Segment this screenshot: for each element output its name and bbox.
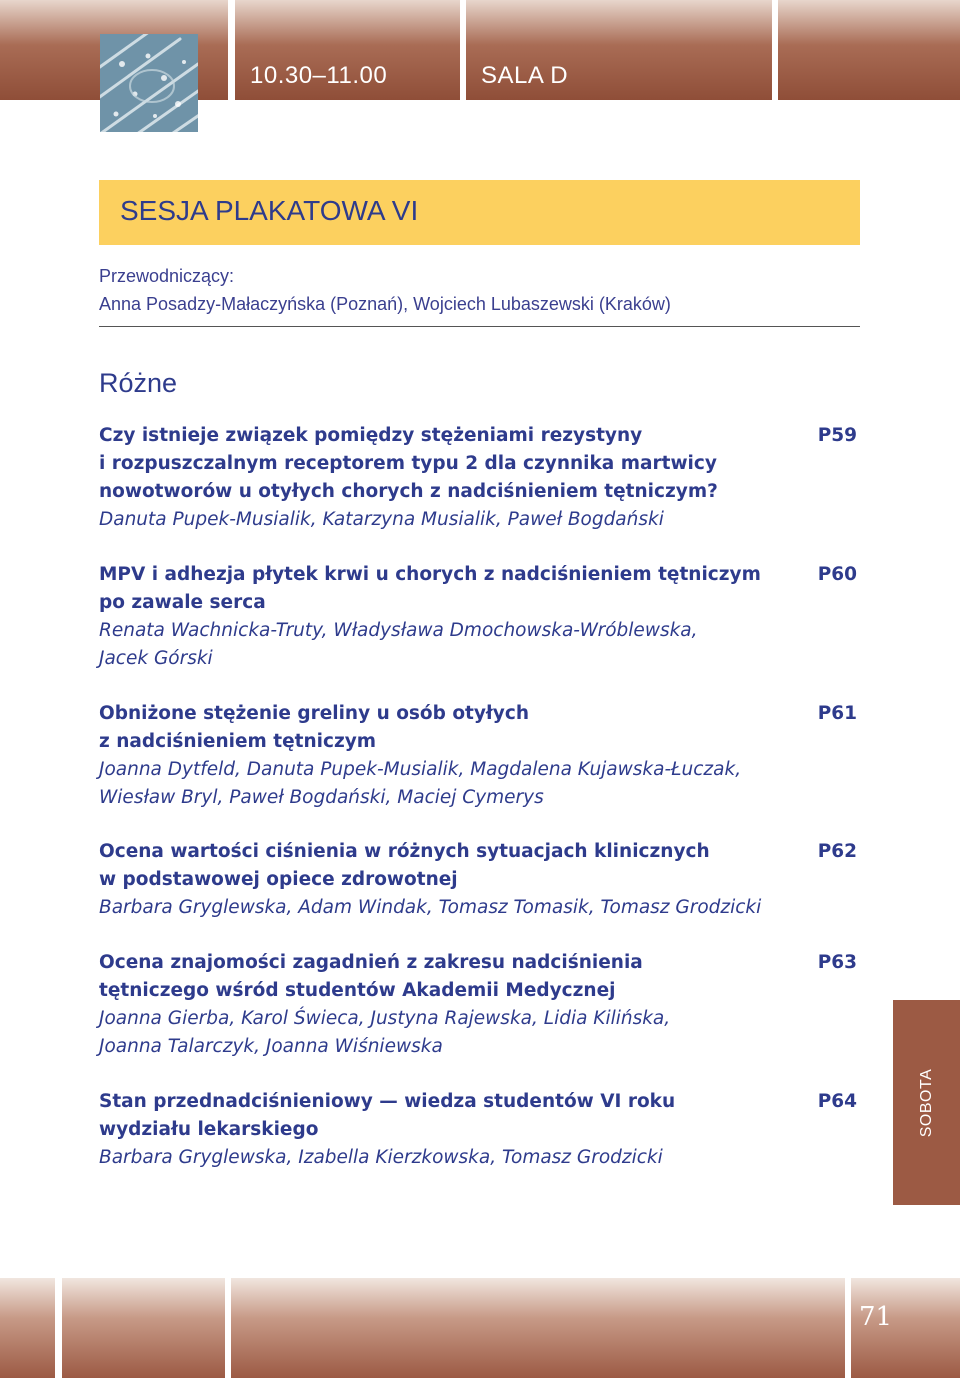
poster-authors-line: Danuta Pupek-Musialik, Katarzyna Musialik, Paweł Bogdański [99,509,664,530]
day-label: SOBOTA [917,1068,935,1137]
poster-authors-line: Joanna Talarczyk, Joanna Wiśniewska [99,1036,443,1057]
poster-title-line: Czy istnieje związek pomiędzy stężeniami rezystyny [99,425,643,446]
session-title-bar [99,180,860,245]
session-title: SESJA PLAKATOWA VI [120,195,419,226]
header-block [778,0,960,100]
poster-title-line: w podstawowej opiece zdrowotnej [99,869,458,890]
session-time: 10.30–11.00 [250,62,388,89]
poster-title-line: Obniżone stężenie greliny u osób otyłych [99,703,529,724]
poster-authors-line: Joanna Gierba, Karol Świeca, Justyna Rajewska, Lidia Kilińska, [99,1008,671,1029]
poster-authors-line: Renata Wachnicka-Truty, Władysława Dmochowska-Wróblewska, [99,620,698,641]
poster-code: P64 [817,1091,857,1112]
poster-code: P62 [817,841,857,862]
divider [99,326,860,327]
day-side-tab [893,1000,960,1205]
poster-entry [99,838,859,922]
poster-authors-line: Wiesław Bryl, Paweł Bogdański, Maciej Cymerys [99,787,544,808]
poster-title-line: i rozpuszczalnym receptorem typu 2 dla czynnika martwicy [99,453,717,474]
poster-entry [99,422,859,534]
poster-code: P60 [817,564,857,585]
poster-entry [99,949,859,1061]
poster-authors-line: Barbara Gryglewska, Izabella Kierzkowska, Tomasz Grodzicki [99,1147,663,1168]
poster-title-line: MPV i adhezja płytek krwi u chorych z nadciśnieniem tętniczym [99,564,761,585]
page-number: 71 [859,1302,893,1332]
footer-block [0,1278,55,1378]
poster-title-line: po zawale serca [99,592,266,613]
poster-title-line: z nadciśnieniem tętniczym [99,731,377,752]
chairs-names: Anna Posadzy-Małaczyńska (Poznań), Wojciech Lubaszewski (Kraków) [99,294,671,314]
section-heading: Różne [99,368,178,398]
poster-entry [99,700,859,812]
poster-title-line: wydziału lekarskiego [99,1119,319,1140]
poster-title-line: nowotworów u otyłych chorych z nadciśnieniem tętniczym? [99,481,718,502]
poster-entry [99,561,859,673]
session-room: SALA D [481,62,569,89]
poster-title-line: Ocena znajomości zagadnień z zakresu nadciśnienia [99,952,643,973]
poster-title-line: tętniczego wśród studentów Akademii Medycznej [99,980,616,1001]
chairs-label: Przewodniczący: [99,266,235,286]
poster-title-line: Ocena wartości ciśnienia w różnych sytuacjach klinicznych [99,841,710,862]
decorative-thumbnail-image [100,34,198,132]
poster-authors-line: Jacek Górski [99,648,213,669]
poster-authors-line: Barbara Gryglewska, Adam Windak, Tomasz Tomasik, Tomasz Grodzicki [99,897,762,918]
footer-block [62,1278,225,1378]
footer-block [231,1278,845,1378]
session-chairs [99,262,860,318]
poster-code: P59 [817,425,857,446]
poster-title-line: Stan przednadciśnieniowy — wiedza studentów VI roku [99,1091,676,1112]
poster-authors-line: Joanna Dytfeld, Danuta Pupek-Musialik, Magdalena Kujawska-Łuczak, [99,759,742,780]
poster-code: P61 [817,703,857,724]
poster-entry [99,1088,859,1172]
poster-code: P63 [817,952,857,973]
